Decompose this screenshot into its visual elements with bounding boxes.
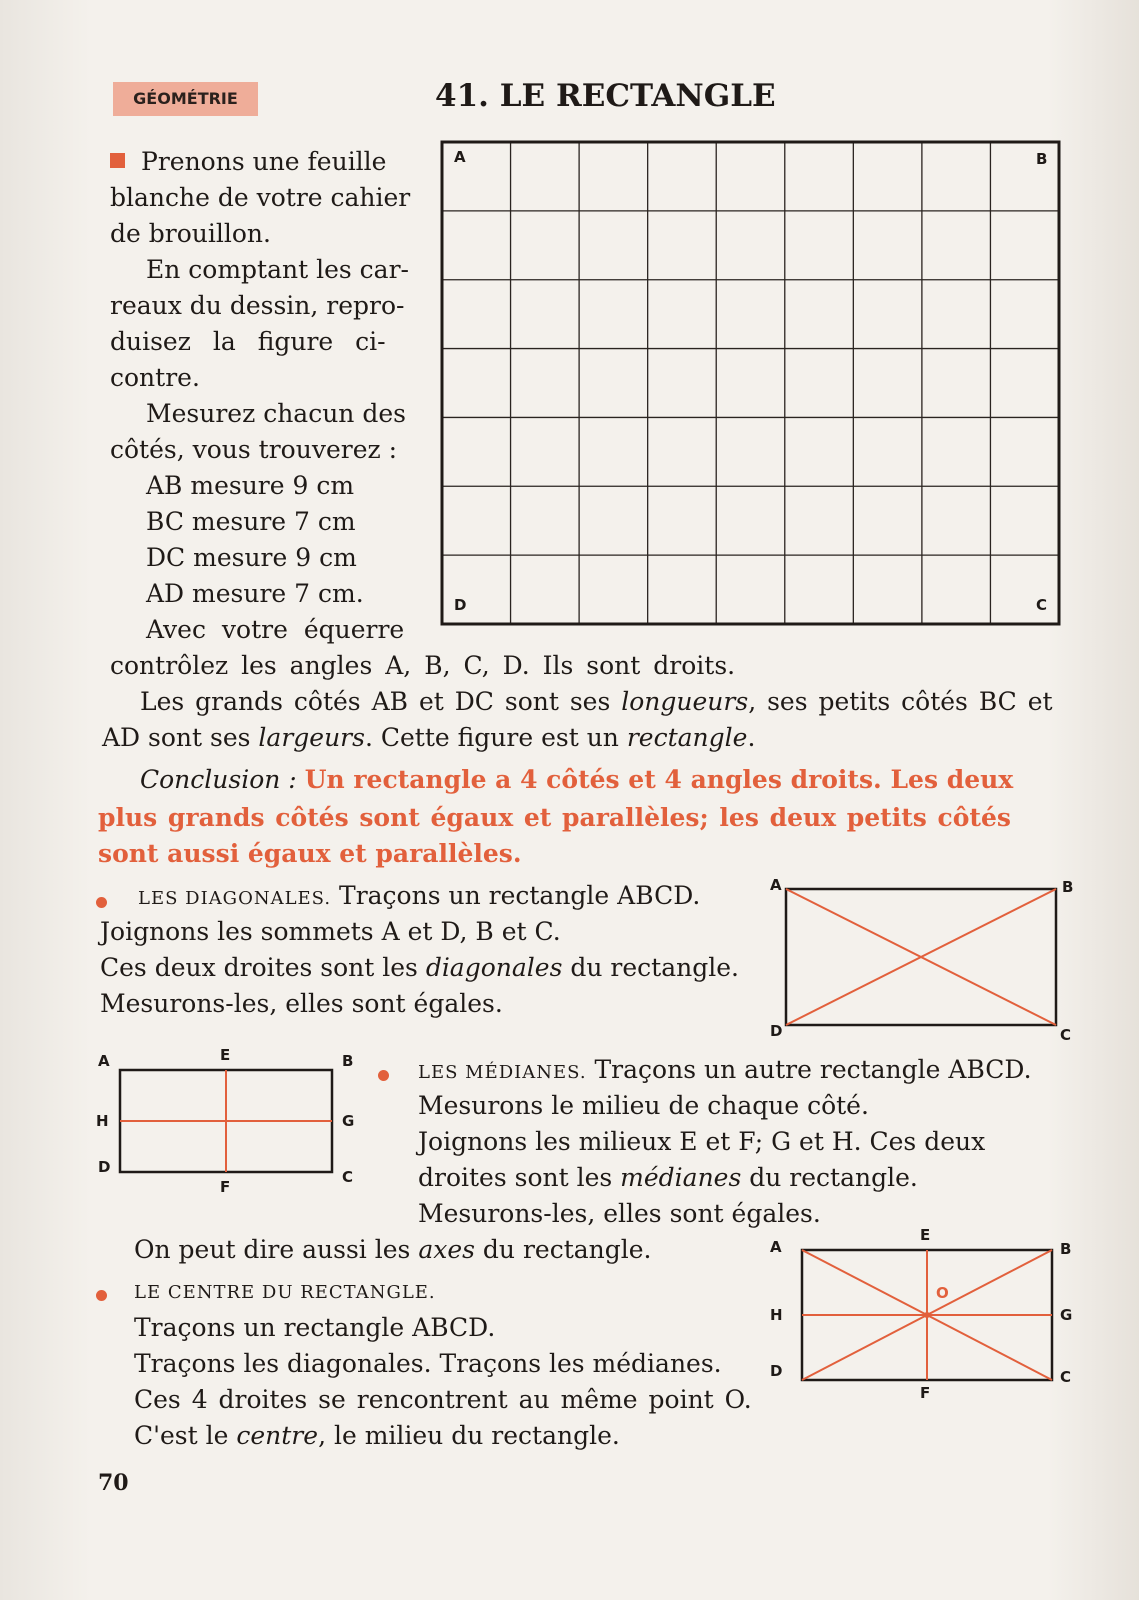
center-line-4: C'est le centre, le milieu du rectangle.: [134, 1421, 620, 1450]
diagonals-line-2: Joignons les sommets A et D, B et C.: [100, 917, 561, 946]
diagonals-line-3: Ces deux droites sont les diagonales du rectangle.: [100, 953, 739, 982]
med-label-c: C: [342, 1168, 354, 1186]
page-number: 70: [98, 1470, 129, 1496]
term-centre: centre: [236, 1421, 319, 1450]
ctr-label-f: F: [920, 1384, 931, 1402]
intro-line-7: contre.: [110, 363, 200, 392]
bullet-dot-icon: [378, 1070, 389, 1081]
conclusion-label: Conclusion :: [140, 765, 297, 794]
intro-line-8: Mesurez chacun des: [146, 399, 406, 428]
med-label-d: D: [98, 1158, 111, 1176]
term-longueurs: longueurs: [621, 687, 749, 716]
med-label-g: G: [342, 1112, 355, 1130]
intro-line-9: côtés, vous trouverez :: [110, 435, 398, 464]
ctr-label-g: G: [1060, 1306, 1073, 1324]
med-label-h: H: [96, 1112, 109, 1130]
intro-line-1: Prenons une feuille: [110, 144, 386, 180]
intro-line-5: reaux du dessin, repro-: [110, 291, 405, 320]
definition-line-2: AD sont ses largeurs. Cette figure est un rectangle.: [102, 723, 756, 752]
diagonals-heading: LES DIAGONALES.: [138, 888, 332, 909]
medians-figure: [94, 1046, 374, 1208]
diagonals-line-1: LES DIAGONALES. Traçons un rectangle ABCD.: [138, 881, 701, 910]
diag-label-b: B: [1062, 878, 1074, 896]
grid-label-b: B: [1036, 150, 1048, 168]
page-title: 41. LE RECTANGLE: [435, 78, 776, 114]
med-label-a: A: [98, 1052, 110, 1070]
grid-rectangle-figure: [440, 140, 1062, 630]
term-diagonales: diagonales: [425, 953, 563, 982]
grid-label-d: D: [454, 596, 467, 614]
center-figure: [770, 1224, 1090, 1406]
measure-ad: AD mesure 7 cm.: [146, 579, 364, 608]
term-rectangle: rectangle: [626, 723, 748, 752]
intro-line-14: Avec votre équerre: [146, 615, 405, 644]
center-heading: LE CENTRE DU RECTANGLE.: [134, 1282, 436, 1303]
intro-line-3: de brouillon.: [110, 219, 271, 248]
definition-line-1: Les grands côtés AB et DC sont ses longueurs, ses petits côtés BC et: [140, 687, 1053, 716]
medians-heading: LES MÉDIANES.: [418, 1062, 587, 1083]
conclusion-line-3: sont aussi égaux et parallèles.: [98, 839, 522, 868]
bullet-dot-icon: [96, 897, 107, 908]
medians-line-4: droites sont les médianes du rectangle.: [418, 1163, 918, 1192]
diag-label-d: D: [770, 1022, 783, 1040]
med-label-f: F: [220, 1178, 231, 1196]
center-heading-line: [134, 1272, 436, 1311]
center-line-2: Traçons les diagonales. Traçons les médianes.: [134, 1349, 722, 1378]
grid-label-c: C: [1036, 596, 1048, 614]
section-badge: GÉOMÉTRIE: [113, 82, 258, 116]
medians-line-3: Joignons les milieux E et F; G et H. Ces deux: [418, 1127, 986, 1156]
bullet-dot-icon: [96, 1290, 107, 1301]
ctr-label-h: H: [770, 1306, 783, 1324]
intro-line-15: contrôlez les angles A, B, C, D. Ils sont droits.: [110, 651, 736, 680]
ctr-label-o: O: [936, 1284, 949, 1302]
intro-line-2: blanche de votre cahier: [110, 183, 411, 212]
center-point-o: [924, 1312, 930, 1318]
ctr-label-e: E: [920, 1226, 931, 1244]
intro-line-4: En comptant les car-: [146, 255, 409, 284]
medians-line-5: Mesurons-les, elles sont égales.: [418, 1199, 821, 1228]
med-label-b: B: [342, 1052, 354, 1070]
measure-bc: BC mesure 7 cm: [146, 507, 356, 536]
center-line-1: Traçons un rectangle ABCD.: [134, 1313, 496, 1342]
med-label-e: E: [220, 1046, 231, 1064]
ctr-label-a: A: [770, 1238, 782, 1256]
term-largeurs: largeurs: [258, 723, 365, 752]
diag-label-a: A: [770, 876, 782, 894]
term-medianes: médianes: [620, 1163, 742, 1192]
grid-lines: [442, 142, 1059, 624]
diagonals-figure: [770, 876, 1080, 1046]
grid-label-a: A: [454, 148, 466, 166]
square-bullet-icon: [110, 153, 125, 168]
grid-outer-rectangle: [442, 142, 1059, 624]
intro-line-6: duisez la figure ci-: [110, 327, 386, 356]
center-line-3: Ces 4 droites se rencontrent au même point O.: [134, 1385, 752, 1414]
measure-ab: AB mesure 9 cm: [146, 471, 355, 500]
measure-dc: DC mesure 9 cm: [146, 543, 357, 572]
ctr-label-b: B: [1060, 1240, 1072, 1258]
medians-line-1: LES MÉDIANES. Traçons un autre rectangle ABCD.: [418, 1055, 1032, 1084]
medians-line-6: On peut dire aussi les axes du rectangle.: [134, 1235, 652, 1264]
conclusion-line-1: Conclusion : Un rectangle a 4 côtés et 4 angles droits. Les deux: [140, 765, 1014, 794]
term-axes: axes: [418, 1235, 475, 1264]
diagonals-line-4: Mesurons-les, elles sont égales.: [100, 989, 503, 1018]
diag-label-c: C: [1060, 1026, 1072, 1044]
ctr-label-c: C: [1060, 1368, 1072, 1386]
medians-line-2: Mesurons le milieu de chaque côté.: [418, 1091, 869, 1120]
conclusion-line-2: plus grands côtés sont égaux et parallèles; les deux petits côtés: [98, 803, 1011, 832]
ctr-label-d: D: [770, 1362, 783, 1380]
